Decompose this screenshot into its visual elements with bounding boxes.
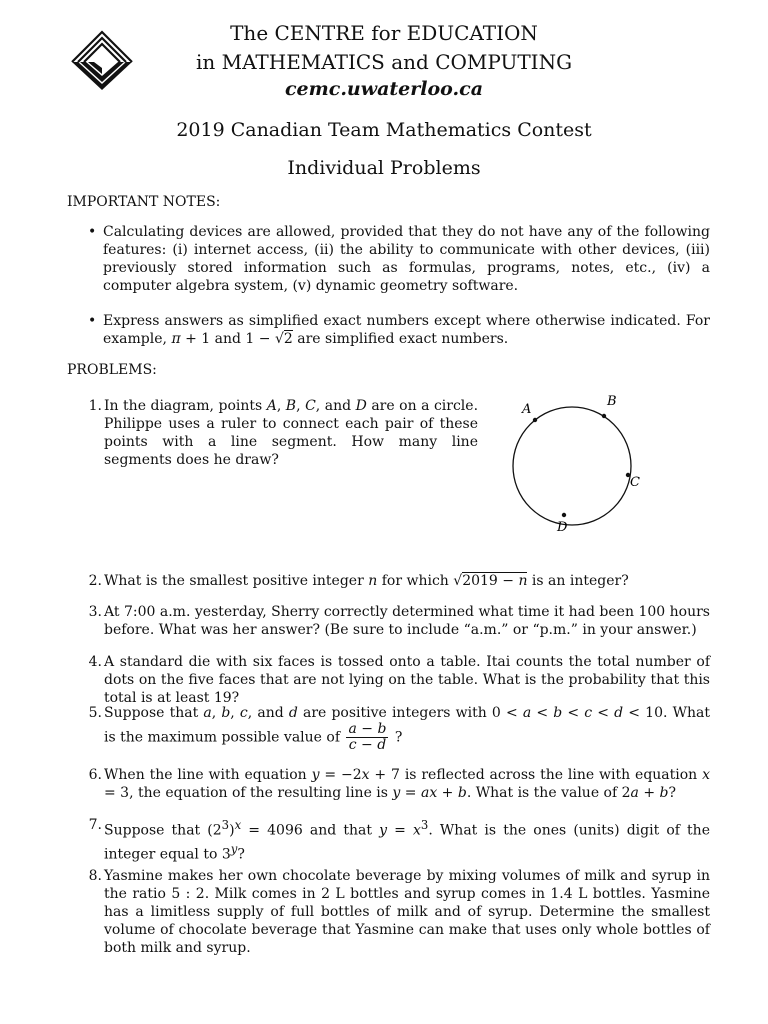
problem-number: 5.: [88, 705, 102, 721]
fraction: $\frac{a - b}{c - d}$: [348, 721, 387, 753]
problem-number: 7.: [88, 817, 102, 833]
problem-number: 2.: [88, 573, 102, 589]
point-a: [533, 418, 537, 422]
problem-item: [80, 397, 478, 469]
problem-number: 6.: [88, 767, 102, 783]
problem-item: [80, 653, 710, 707]
problem-text: Suppose that $(2^3)^x = 4096$ and that $y = x^3$. What is the ones (units) digit of the integer equal to 3$^y$?: [104, 818, 710, 863]
problem-text: Yasmine makes her own chocolate beverage by mixing volumes of milk and syrup in the ratio 5 : 2. Milk comes in 2 L bottles and syrup comes in 1.4 L bottles. Yasmine has a limitless supply of full bottles of milk and of syrup. Determine the smallest volume of chocolate beverage that Yasmine can make that uses only whole bottles of both milk and syrup.: [104, 868, 710, 956]
section-subtitle: Individual Problems: [287, 157, 481, 179]
note-item: [88, 223, 710, 295]
problem-item: [80, 704, 710, 753]
label-c: C: [630, 475, 640, 490]
label-d: D: [557, 520, 568, 535]
problem-item: [80, 603, 710, 639]
problem-text: In the diagram, points A, B, C, and D are on a circle. Philippe uses a ruler to connect each pair of these points with a line segment. How many line segments does he draw?: [104, 398, 479, 468]
circle-shape: [513, 407, 631, 525]
problem-number: 3.: [88, 604, 102, 620]
problem-text: What is the smallest positive integer n for which √2019 − n is an integer?: [104, 573, 629, 589]
problems-heading: PROBLEMS:: [67, 362, 157, 378]
label-b: B: [607, 394, 617, 409]
org-name-line2: in MATHEMATICS and COMPUTING: [195, 50, 573, 74]
org-name-line1: The CENTRE for EDUCATION: [230, 21, 538, 45]
website-label: cemc.uwaterloo.ca: [284, 78, 484, 100]
problem-item: [80, 766, 710, 802]
label-a: A: [522, 402, 532, 417]
bullet-icon: •: [88, 224, 97, 240]
problem-text: At 7:00 a.m. yesterday, Sherry correctly determined what time it had been 100 hours before. What was her answer? (Be sure to include “a.m.” or “p.m.” in your answer.): [104, 604, 710, 638]
bullet-icon: •: [88, 313, 97, 329]
point-b: [602, 414, 606, 418]
problem-number: 1.: [88, 398, 102, 414]
notes-heading: IMPORTANT NOTES:: [67, 194, 221, 210]
point-d: [562, 513, 566, 517]
problem-text: A standard die with six faces is tossed onto a table. Itai counts the total number of dots on the five faces that are not lying on the table. What is the probability that this total is at least 19?: [104, 654, 710, 706]
problem-item: [80, 572, 710, 590]
note-text: Express answers as simplified exact numbers except where otherwise indicated. For example, π + 1 and 1 − √2 are simplified exact numbers.: [103, 313, 710, 347]
contest-title: 2019 Canadian Team Mathematics Contest: [176, 119, 592, 141]
note-text: Calculating devices are allowed, provided that they do not have any of the following features: (i) internet access, (ii) the ability to communicate with other devices, (iii) previously stored information such as formulas, programs, notes, etc., (iv) a computer algebra system, (v) dynamic geometry software.: [103, 224, 710, 294]
problem-item: [80, 816, 710, 863]
problem-number: 8.: [88, 868, 102, 884]
note-item: [88, 312, 710, 348]
problem-text: Suppose that a, b, c, and d are positive integers with 0 < a < b < c < d < 10. What is the maximum possible value of $\frac{a - b}{c - d}$ ?: [104, 705, 710, 753]
problem-item: [80, 867, 710, 957]
problem-number: 4.: [88, 654, 102, 670]
circle-diagram: [508, 388, 658, 538]
problem-text: When the line with equation y = −2x + 7 is reflected across the line with equation x = 3, the equation of the resulting line is y = ax + b. What is the value of 2a + b?: [104, 767, 710, 801]
